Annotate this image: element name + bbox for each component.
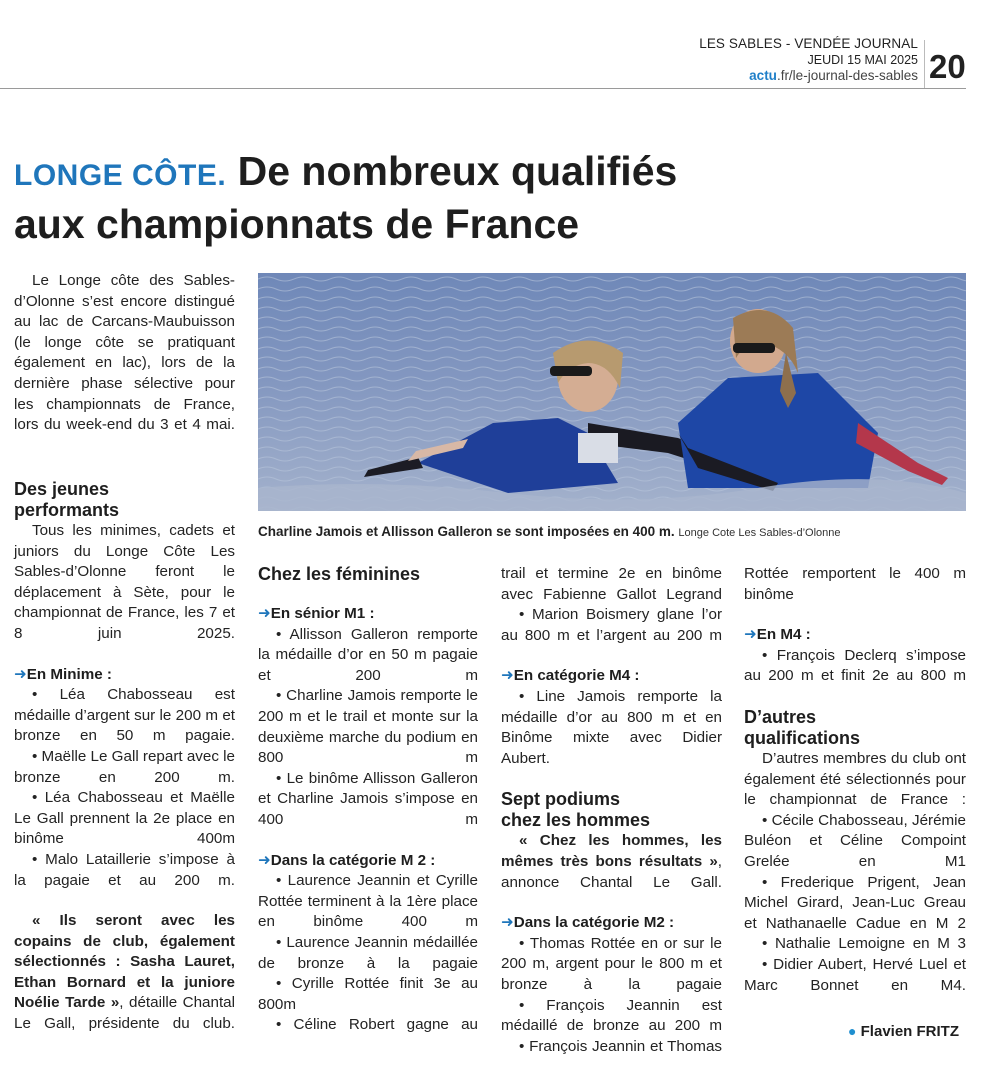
header-rule <box>0 88 966 89</box>
list-item: • Thomas Rottée en or sur le 200 m, argent pour le 800 m et bronze à la pagaie <box>501 934 722 993</box>
sea-swimmers-image <box>258 273 966 511</box>
subhead-autres-qualifications: D’autres qualifications <box>744 706 861 748</box>
quote-presidente: « Ils seront avec les copains de club, également sélectionnés : Sasha Lauret, Ethan Bornard et la juniore Noélie Tarde », détaille Chantal Le Gall, présidente du club. <box>14 912 235 1033</box>
caption-text: Charline Jamois et Allisson Galleron se sont imposées en 400 m. <box>258 524 675 539</box>
column-1 <box>14 479 235 1035</box>
list-item: • Didier Aubert, Hervé Luel et Marc Bonnet en M4. <box>744 955 966 994</box>
list-item: • Léa Chabosseau est médaille d’argent sur le 200 m et bronze en 50 m pagaie. <box>14 686 235 745</box>
publication-name: LES SABLES - VENDÉE JOURNAL <box>699 36 918 51</box>
quote-hommes: « Chez les hommes, les mêmes très bons résultats », annonce Chantal Le Gall. <box>501 832 722 891</box>
list-item: • Frederique Prigent, Jean Michel Girard, Jean-Luc Greau et Nathanaelle Cadue en M 2 <box>744 873 966 932</box>
paragraph-minimes: Tous les minimes, cadets et juniors du Longe Côte Les Sables-d’Olonne feront le déplacement à Sète, pour le championnat de France, les 7 et 8 juin 2025. <box>14 522 235 642</box>
headline-title-line1: De nombreux qualifiés <box>237 148 678 194</box>
author-byline <box>848 1023 959 1040</box>
photo-credit: Longe Cote Les Sables-d’Olonne <box>678 527 841 539</box>
author-name: Flavien FRITZ <box>860 1023 959 1040</box>
list-item: • Line Jamois remporte la médaille d’or au 800 m et en Binôme mixte avec Didier Aubert. <box>501 687 722 767</box>
list-item: • Malo Lataillerie s’impose à la pagaie et au 200 m. <box>14 850 235 889</box>
list-item: • Céline Robert gagne au <box>276 1016 478 1034</box>
column-2 <box>258 564 478 1036</box>
column-3 <box>501 564 722 1057</box>
subhead-hommes: Sept podiums chez les hommes <box>501 789 651 831</box>
list-item: • Allisson Galleron remporte la médaille d’or en 50 m pagaie et 200 m <box>258 625 478 684</box>
list-item: • Charline Jamois remporte le 200 m et le trail et monte sur la deuxième marche du podium en 800 m <box>258 687 478 767</box>
list-item: • Le binôme Allisson Galleron et Charline Jamois s’impose en 400 m <box>258 769 478 828</box>
paragraph-autres: D’autres membres du club ont également été sélectionnés pour le championnat de France : <box>744 749 966 809</box>
arrow-right-icon: ➜ <box>258 605 271 622</box>
list-item-continued: trail et termine 2e en binôme avec Fabienne Gallot Legrand <box>501 565 722 603</box>
label-en-m4: ➜En M4 : <box>744 626 811 644</box>
list-item: • Marion Boismery glane l’or au 800 m et l’argent au 200 m <box>501 606 722 644</box>
page-header <box>699 36 918 84</box>
subhead-feminines: Chez les féminines <box>258 564 421 584</box>
website-link[interactable]: actu.fr/le-journal-des-sables <box>749 68 918 83</box>
article-photo <box>258 273 966 511</box>
label-categorie-m2: ➜Dans la catégorie M 2 : <box>258 851 436 869</box>
list-item: • François Jeannin est médaillé de bronze au 200 m <box>501 996 722 1035</box>
list-item: • Cyrille Rottée finit 3e au 800m <box>258 975 478 1013</box>
label-categorie-m2-hommes: ➜Dans la catégorie M2 : <box>501 914 675 932</box>
list-item: • Maëlle Le Gall repart avec le bronze en 200 m. <box>14 747 235 786</box>
list-item: • François Jeannin et Thomas <box>519 1037 722 1055</box>
headline-kicker: LONGE CÔTE. <box>14 159 227 192</box>
label-senior-m1: ➜En sénior M1 : <box>258 605 375 622</box>
column-4 <box>744 564 966 996</box>
headline <box>14 147 974 248</box>
arrow-right-icon: ➜ <box>14 665 27 683</box>
arrow-right-icon: ➜ <box>744 626 757 644</box>
issue-date: JEUDI 15 MAI 2025 <box>807 53 918 67</box>
list-item-continued: Rottée remportent le 400 m binôme <box>744 565 966 603</box>
list-item: • Nathalie Lemoigne en M 3 <box>762 935 966 953</box>
header-separator <box>924 40 925 88</box>
arrow-right-icon: ➜ <box>258 851 271 869</box>
page-number: 20 <box>929 48 966 85</box>
intro-paragraph: Le Longe côte des Sables- d’Olonne s’est encore distingué au lac de Carcans-Maubuisson (le longe côte se pratiquant également en lac), lors de la dernière phase sélective pour les championnats de France, lors du week-end du 3 et 4 mai. <box>14 272 235 434</box>
bullet-dot-icon: ● <box>848 1023 857 1039</box>
photo-caption <box>258 523 966 542</box>
list-item: • Léa Chabosseau et Maëlle Le Gall prennent la 2e place en binôme 400m <box>14 789 235 848</box>
headline-title-line2: aux championnats de France <box>14 201 580 247</box>
label-minime: ➜En Minime : <box>14 665 112 683</box>
list-item: • Laurence Jeannin médaillée de bronze à la pagaie <box>258 933 478 972</box>
arrow-right-icon: ➜ <box>501 667 514 685</box>
arrow-right-icon: ➜ <box>501 914 514 932</box>
list-item: • François Declerq s’impose au 200 m et finit 2e au 800 m <box>744 646 966 685</box>
list-item: • Laurence Jeannin et Cyrille Rottée terminent à la 1ère place en binôme 400 m <box>258 872 478 931</box>
list-item: • Cécile Chabosseau, Jérémie Buléon et Céline Compoint Grelée en M1 <box>744 811 966 870</box>
label-categorie-m4: ➜En catégorie M4 : <box>501 667 640 685</box>
subhead-jeunes: Des jeunes performants <box>14 479 120 520</box>
